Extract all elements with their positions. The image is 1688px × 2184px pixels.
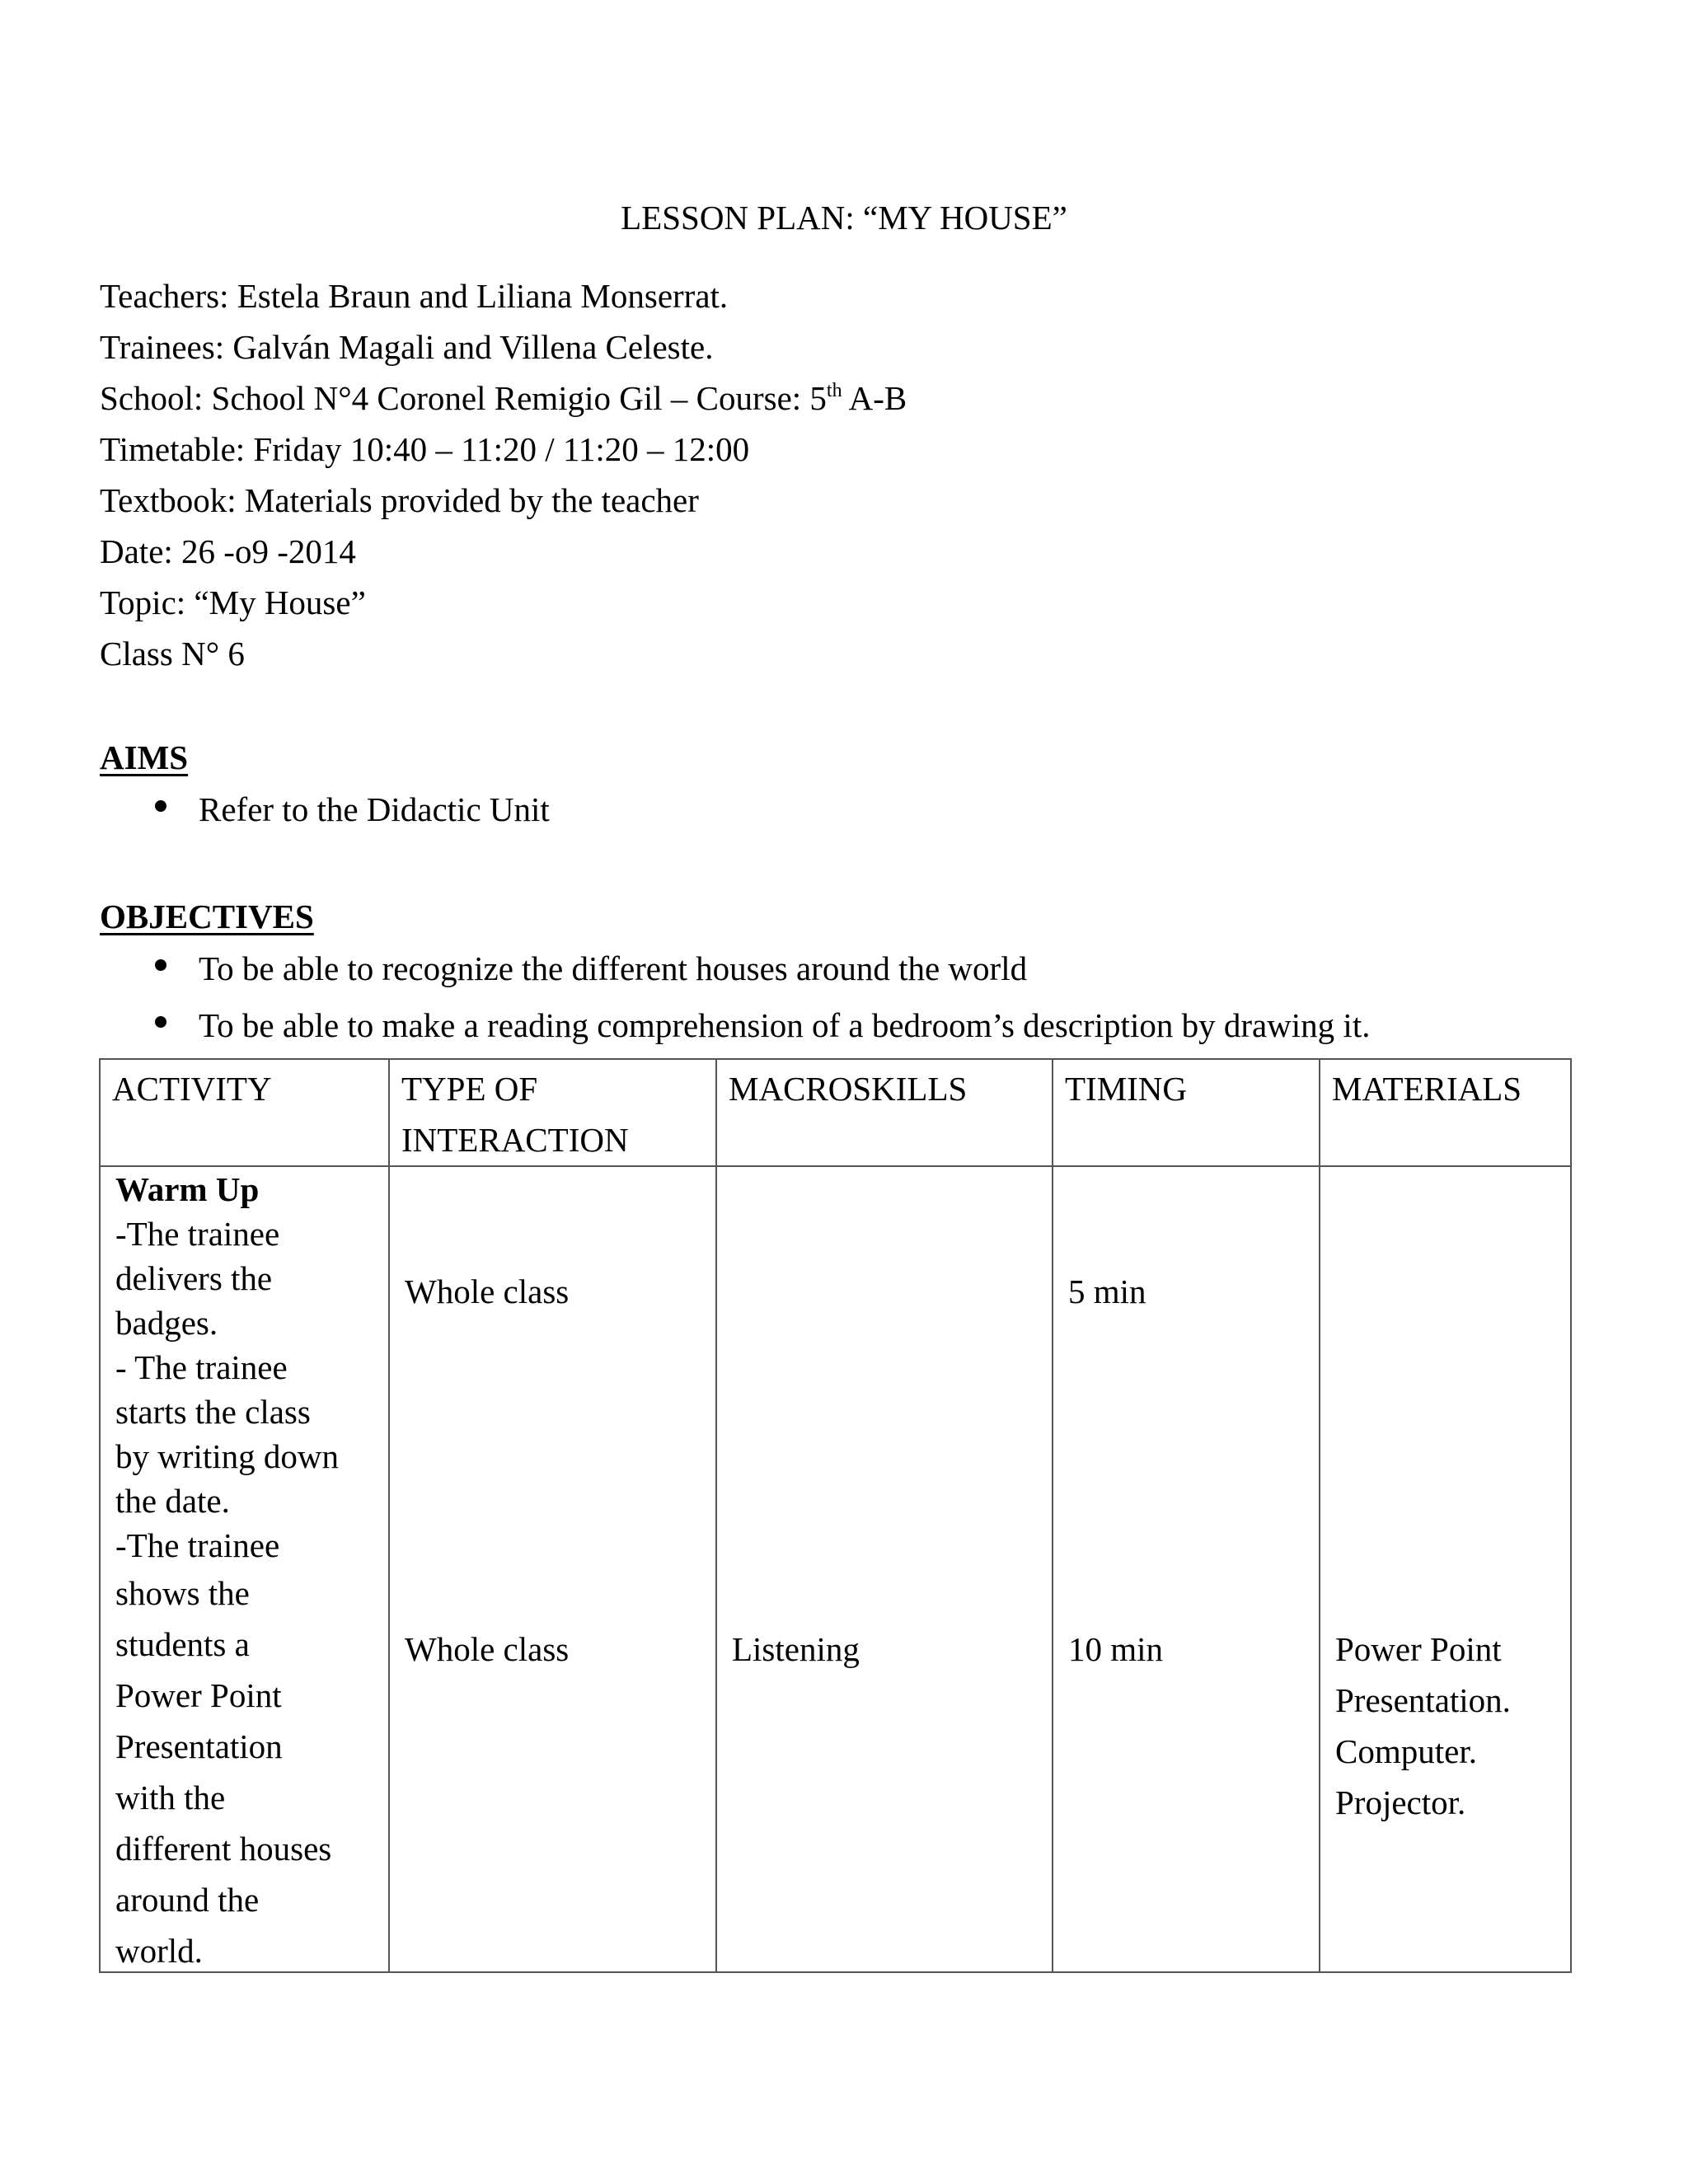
material-item: Computer. [1335,1732,1477,1770]
header-type-of-interaction [389,1059,716,1166]
textbook-line: Textbook: Materials provided by the teacher [100,481,699,519]
aim-text: Refer to the Didactic Unit [199,790,550,828]
activity-line: with the [115,1779,226,1816]
materials-list [1335,1624,1511,1828]
header-timing: TIMING [1053,1059,1320,1166]
page-title: LESSON PLAN: “MY HOUSE” [621,199,1067,237]
objectives-list [148,944,1370,1058]
date-line: Date: 26 -o9 -2014 [100,532,356,570]
lesson-plan-table [99,1058,1572,1973]
class-number-line: Class N° 6 [100,635,245,673]
timing-cell [1053,1166,1320,1972]
timing-1: 5 min [1068,1272,1146,1310]
activity-line: badges. [115,1304,218,1342]
interaction-1: Whole class [405,1272,570,1310]
header-type-line2: INTERACTION [401,1121,629,1159]
interaction-2: Whole class [405,1630,570,1668]
activity-line: by writing down [115,1437,340,1475]
activity-line: -The trainee [115,1215,280,1253]
list-item [148,1001,1370,1058]
activity-line: around the [115,1881,260,1919]
activity-line: - The trainee [115,1348,288,1386]
material-item: Power Point [1335,1630,1502,1668]
material-item: Projector. [1335,1783,1466,1821]
activity-line: students a [115,1625,250,1663]
table-row [100,1166,1571,1972]
aims-heading: AIMS [100,738,189,776]
activity-line: -The trainee [115,1526,280,1564]
materials-cell [1320,1166,1571,1972]
activity-line: starts the class [115,1393,311,1431]
activity-line: different houses [115,1830,332,1868]
activity-line: the date. [115,1482,230,1520]
teachers-line: Teachers: Estela Braun and Liliana Monserrat. [100,277,729,315]
header-materials: MATERIALS [1320,1059,1571,1166]
school-line [100,374,907,425]
activity-cell [100,1166,389,1972]
activity-line: world. [115,1932,203,1970]
activity-text-a [115,1167,339,1568]
activity-line: shows the [115,1574,250,1612]
course-text: A-B [842,379,907,417]
list-item [148,944,1370,1001]
header-type-line1: TYPE OF [401,1070,538,1108]
table-header-row [100,1059,1571,1166]
objective-text: To be able to recognize the different houses around the world [199,949,1028,987]
activity-title: Warm Up [115,1170,260,1208]
school-text: School: School N°4 Coronel Remigio Gil – Course: 5 [100,379,827,417]
macroskills-cell [716,1166,1053,1972]
lesson-info [100,272,907,681]
activity-text-b [115,1568,331,1976]
interaction-cell [389,1166,716,1972]
objective-text: To be able to make a reading comprehension of a bedroom’s description by drawing it. [199,1006,1371,1044]
bullet-icon [155,959,166,971]
bullet-icon [155,1016,166,1028]
activity-line: delivers the [115,1259,273,1297]
ordinal-suffix: th [826,380,842,401]
header-activity: ACTIVITY [100,1059,389,1166]
macroskill-1: Listening [732,1630,860,1668]
aims-list [148,785,550,842]
trainees-line: Trainees: Galván Magali and Villena Celeste. [100,328,714,366]
bullet-icon [155,800,166,812]
timetable-line: Timetable: Friday 10:40 – 11:20 / 11:20 – 12:00 [100,430,750,468]
topic-line: Topic: “My House” [100,583,366,621]
objectives-heading: OBJECTIVES [100,898,314,935]
list-item [148,785,550,842]
header-macroskills: MACROSKILLS [716,1059,1053,1166]
activity-line: Power Point [115,1676,282,1714]
material-item: Presentation. [1335,1681,1511,1719]
activity-line: Presentation [115,1727,283,1765]
timing-2: 10 min [1068,1630,1164,1668]
